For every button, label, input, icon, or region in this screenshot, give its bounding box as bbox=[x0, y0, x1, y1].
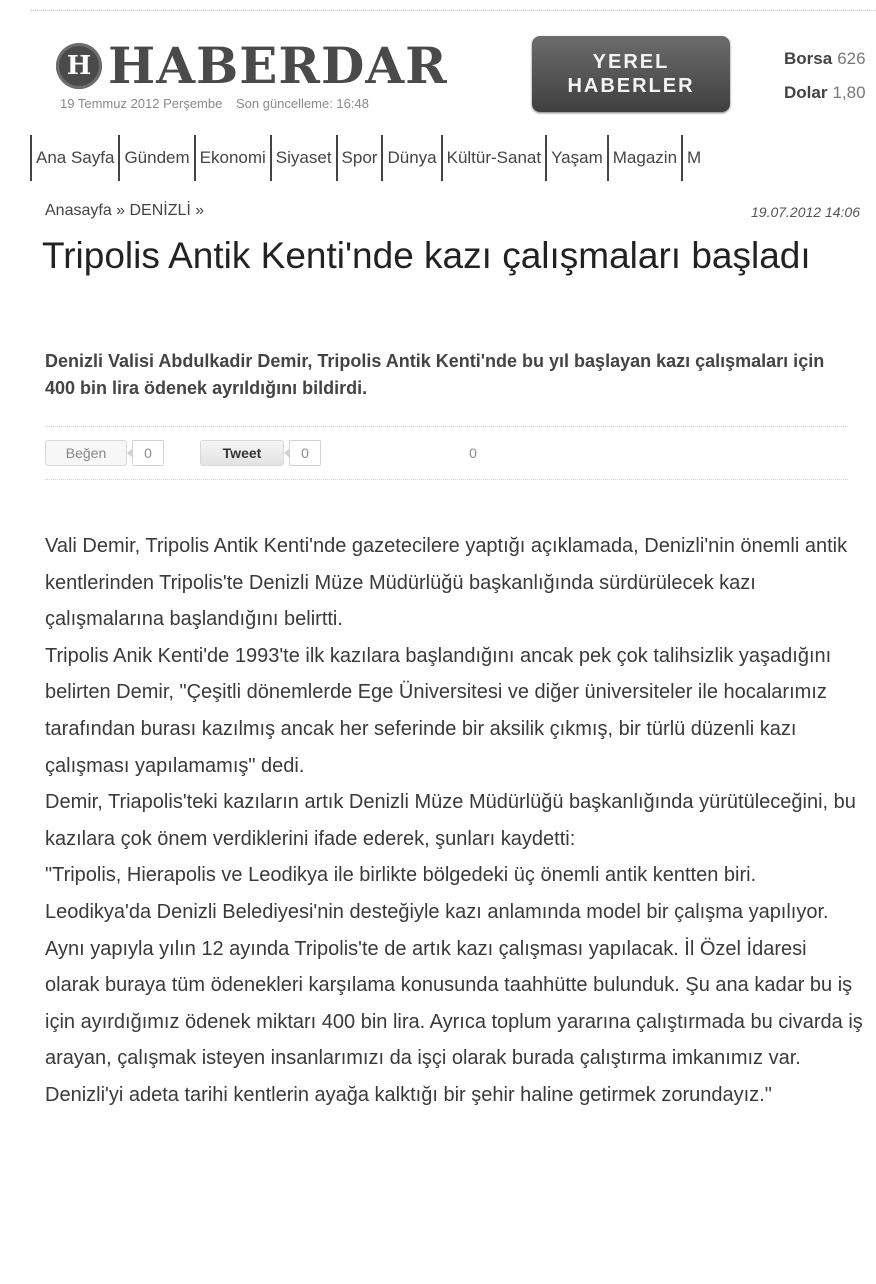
market-row-dolar bbox=[784, 76, 866, 110]
social-share-bar bbox=[45, 426, 848, 480]
like-count: 0 bbox=[132, 440, 164, 466]
nav-item-yasam[interactable]: Yaşam bbox=[545, 135, 607, 181]
nav-item-ekonomi[interactable]: Ekonomi bbox=[194, 135, 270, 181]
last-updated: Son güncelleme: 16:48 bbox=[235, 96, 369, 111]
top-divider bbox=[30, 10, 876, 11]
market-value: 626 bbox=[837, 49, 866, 68]
main-nav bbox=[30, 135, 705, 181]
market-label: Borsa bbox=[784, 49, 833, 68]
market-label: Dolar bbox=[784, 83, 828, 102]
tweet-count: 0 bbox=[289, 440, 321, 466]
article-body bbox=[45, 528, 865, 1114]
dateline bbox=[60, 96, 379, 111]
local-news-line2: HABERLER bbox=[567, 75, 695, 97]
nav-item-dunya[interactable]: Dünya bbox=[381, 135, 440, 181]
nav-item-magazin[interactable]: Magazin bbox=[607, 135, 681, 181]
local-news-button[interactable] bbox=[532, 36, 730, 112]
publish-date: 19.07.2012 14:06 bbox=[751, 204, 860, 220]
article-headline: Tripolis Antik Kenti'nde kazı çalışmaları başladı bbox=[42, 235, 811, 276]
logo-wordmark: HABERDAR bbox=[108, 36, 448, 95]
current-date: 19 Temmuz 2012 Perşembe bbox=[60, 96, 223, 111]
nav-item-gundem[interactable]: Gündem bbox=[118, 135, 193, 181]
nav-item-kultur-sanat[interactable]: Kültür-Sanat bbox=[441, 135, 546, 181]
market-ticker bbox=[784, 42, 866, 110]
tweet-button[interactable]: Tweet bbox=[200, 440, 284, 466]
nav-item-spor[interactable]: Spor bbox=[336, 135, 382, 181]
market-value: 1,80 bbox=[832, 83, 866, 102]
logo-h-icon: H bbox=[56, 43, 102, 89]
local-news-line1: YEREL bbox=[592, 51, 670, 73]
body-paragraph: Tripolis Anik Kenti'de 1993'te ilk kazılara başlandığını ancak pek çok talihsizlik yaşadığını belirten Demir, "Çeşitli dönemlerde Ege Üniversitesi ve diğer üniversiteler ile hocalarımız tarafından burası kazılmış ancak her seferinde bir aksilik çıkmış, bir türlü düzenli kazı çalışması yapılamamış" dedi. bbox=[45, 644, 832, 777]
facebook-like-button[interactable]: Beğen bbox=[45, 440, 127, 466]
nav-item-more[interactable]: M bbox=[681, 135, 705, 181]
nav-item-siyaset[interactable]: Siyaset bbox=[270, 135, 336, 181]
market-row-borsa bbox=[784, 42, 866, 76]
body-paragraph: Vali Demir, Tripolis Antik Kenti'nde gazetecilere yaptığı açıklamada, Denizli'nin önemli antik kentlerinden Tripolis'te Denizli Müze Müdürlüğü başkanlığında sürdürülecek kazı çalışmalarına başlandığını belirtti. bbox=[45, 535, 848, 631]
site-logo[interactable] bbox=[56, 38, 448, 94]
breadcrumb[interactable]: Anasayfa » DENİZLİ » bbox=[45, 202, 205, 219]
body-paragraph: "Tripolis, Hierapolis ve Leodikya ile birlikte bölgedeki üç önemli antik kentten biri. Leodikya'da Denizli Belediyesi'nin desteğiyle kazı anlamında model bir çalışma yapılıyor. Aynı yapıyla yılın 12 ayında Tripolis'te de artık kazı çalışması yapılacak. İl Özel İdaresi olarak buraya tüm ödenekleri karşılama konusunda taahhütte bulunduk. Şu ana kadar bu iş için ayırdığımız ödenek miktarı 400 bin lira. Ayrıca toplum yararına çalıştırmada bu civarda iş arayan, çalışmak isteyen insanlarımızı da işçi olarak burada çalıştırma imkanımız var. Denizli'yi adeta tarihi kentlerin ayağa kalktığı bir şehir haline getirmek zorundayız." bbox=[45, 864, 863, 1106]
body-paragraph: Demir, Triapolis'teki kazıların artık Denizli Müze Müdürlüğü başkanlığında yürütüleceğini, bu kazılara çok önem verdiklerini ifade ederek, şunları kaydetti: bbox=[45, 791, 856, 850]
share-count: 0 bbox=[469, 445, 477, 461]
nav-item-ana-sayfa[interactable]: Ana Sayfa bbox=[30, 135, 118, 181]
article-summary: Denizli Valisi Abdulkadir Demir, Tripolis Antik Kenti'nde bu yıl başlayan kazı çalışmaları için 400 bin lira ödenek ayrıldığını bildirdi. bbox=[45, 351, 825, 398]
